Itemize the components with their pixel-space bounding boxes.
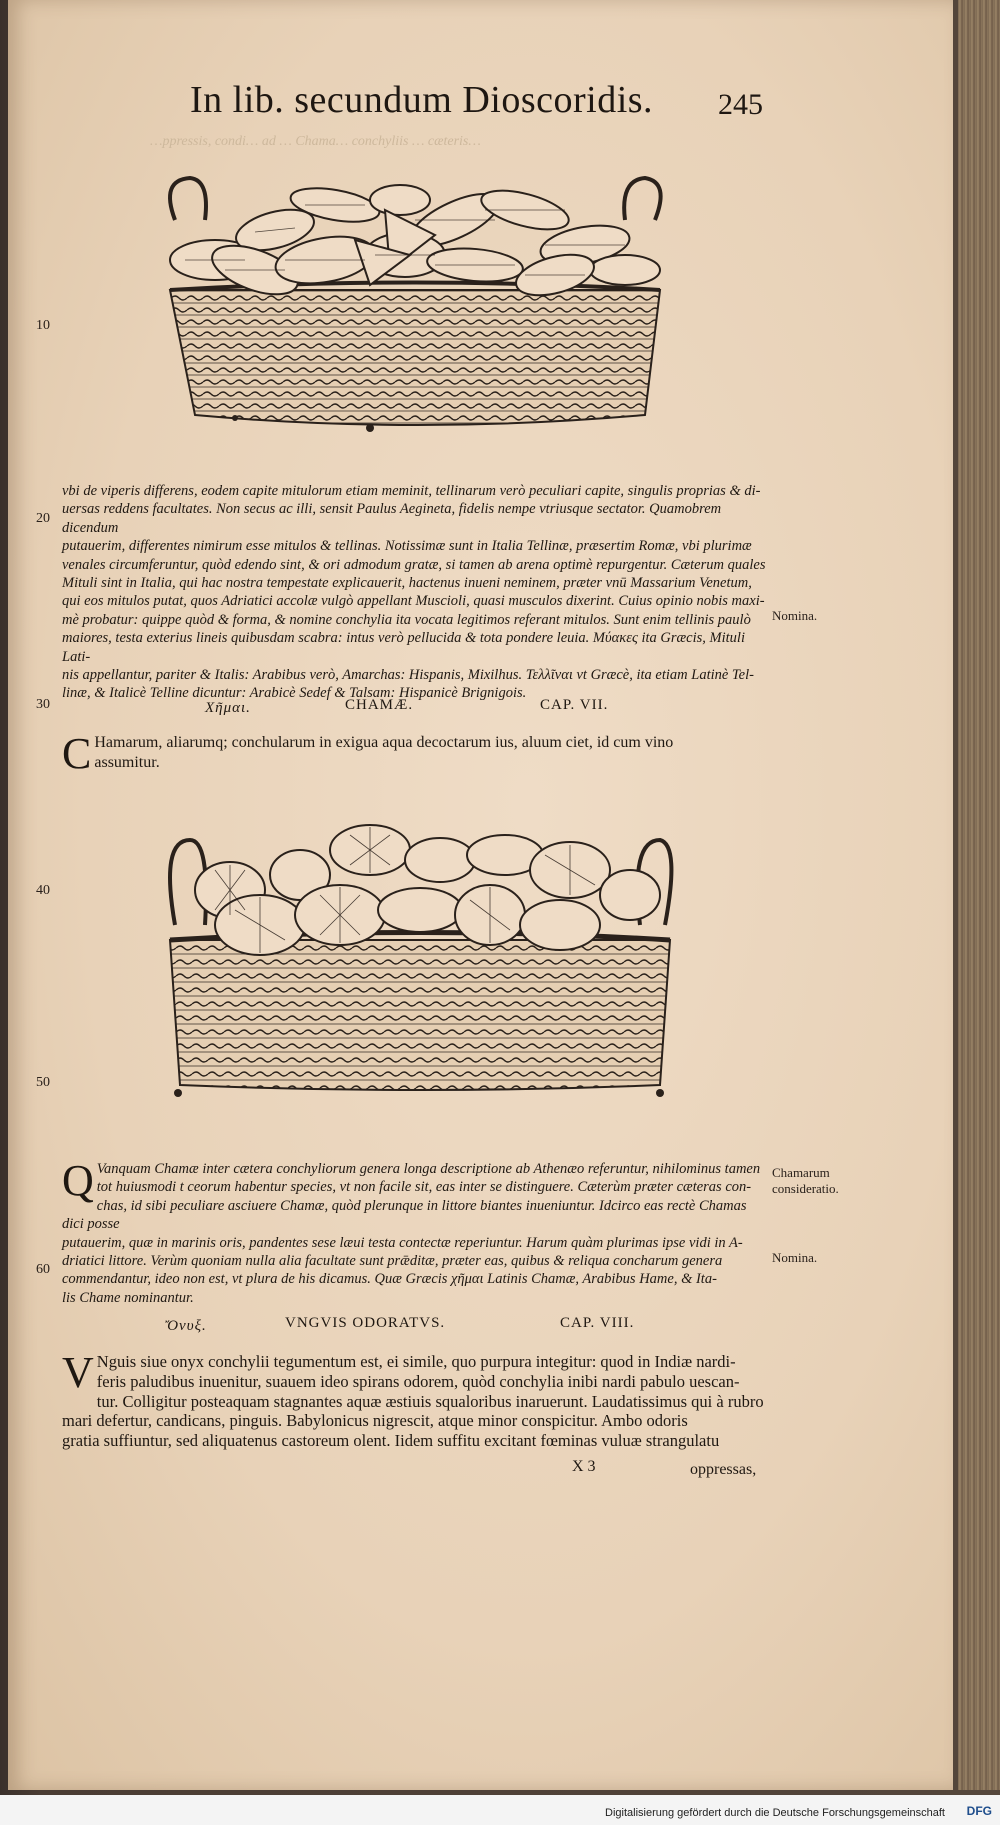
line-number-10: 10 [36,318,50,333]
line-number-30: 30 [36,697,50,712]
catchword: oppressas, [690,1461,757,1478]
text-line: lis Chame nominantur. [62,1289,194,1306]
text-line: commendantur, ideo non est, vt plura de his dicamus. Quæ Græcis χῆμαι Latinis Chamæ, Arabibus Hame, & Ita- [62,1271,717,1288]
text-line: qui eos mitulos putat, quos Adriatici accolæ vulgò appellant Muscioli, quasi musculos dixerint. Cuius opinio nobis maxi- [62,593,765,610]
margin-note-chamarum [772,1165,839,1197]
text-line: Vanquam Chamæ inter cætera conchyliorum genera longa descriptione ab Athenæo referuntur, nihilominus tamen [96,1161,761,1177]
text-line: nis appellantur, pariter & Italis: Arabibus verò, Amarchas: Hispanis, Mixilhus. Τελλῖναι vt Græcè, ita etiam Latinè Tel- [62,667,754,684]
line-number-40: 40 [36,883,50,898]
chapter8-text [62,1348,772,1451]
text-line: uersas reddens facultates. Non secus ac illi, sensit Paulus Aegineta, fidelis nempe vtriusque sectator. Quamobrem dicendum [62,501,722,536]
text-line: gratia suffiuntur, sed aliquatenus castoreum olent. Iidem suffitu excitant fœminas vuluæ strangulatu [62,1431,720,1451]
text-line: tur. Colligitur posteaquam stagnantes aquæ æstiuis squaloribus inaruerunt. Laudatissimus qui à rubro [96,1391,764,1411]
chapter-number: CAP. VIII. [560,1315,635,1331]
text-line: assumitur. [94,753,160,771]
drop-cap: C [62,729,92,778]
page-number: 245 [718,88,763,121]
basket-of-mussels-woodcut [155,160,675,450]
paragraph-tellinae [62,482,767,703]
signature-mark: X 3 [572,1458,596,1475]
drop-cap: Q [62,1156,94,1205]
bleed-through-text: …ppressis, condi… ad … Chama… conchyliis … cæteris… [150,134,481,149]
line-number-50: 50 [36,1075,50,1090]
text-line: vbi de viperis differens, eodem capite mitulorum etiam meminit, tellinarum verò peculiari capite, singulis proprias & di- [62,483,761,499]
line-number-60: 60 [36,1262,50,1277]
margin-note-line: consideratio. [772,1181,839,1196]
text-line: linæ, & Italicè Telline dicuntur: Arabicè Sedef & Talsam: Hispanicè Brignigois. [62,685,527,702]
text-line: Hamarum, aliarumq; conchularum in exigua aqua decoctarum ius, aluum ciet, id cum vino [94,734,674,751]
text-line: mè probatur: quippe quòd & forma, & nomine conchylia ita vocata legitimos referant mitulos. Sunt enim tellinis paulò [62,611,751,628]
text-line: chas, id sibi peculiare asciuere Chamæ, quòd plerunque in littore biantes inueniuntur. Idcirco eas rectè Chamas dici posse [62,1197,747,1233]
text-line: driatici littore. Verùm quoniam nulla alia facultate sunt prǣditæ, præter eas, quibus & reliqua concharum genera [62,1253,723,1270]
text-line: tot huiusmodi t ceorum habentur species, vt non facile sit, eas inter se distinguere. Cæterùm præter cæteras con- [96,1179,752,1196]
text-line: Nguis siue onyx conchylii tegumentum est, ei simile, quo purpura integitur: quod in Indiæ nardi- [96,1352,736,1371]
text-line: Mituli sint in Italia, qui hac nostra tempestate explicauerit, hactenus inueni neminem, præter vnū Massarium Venetum, [62,575,752,592]
drop-cap: V [62,1348,94,1397]
margin-note-nomina: Nomina. [772,608,818,623]
chapter-title: CHAMÆ. [345,697,414,713]
text-line: maiores, testa exterius lineis quibusdam scabra: intus verò pellucida & tota pondere leuia. Μύακες ita Græcis, Mituli Lati- [62,630,745,665]
text-line: mari defertur, candicans, pinguis. Babylonicus nigrescit, atque minor conspicitur. Ambo odoris [62,1411,688,1431]
text-line: venales circumferuntur, quòd edendo sint, & ori admodum gratæ, si tamen ab arena optimè repurgentur. Cæterum quales [62,556,766,573]
basket-of-clams-woodcut [160,815,680,1105]
text-line: putauerim, quæ in marinis oris, pandentes sese læui testa contectæ reperiuntur. Harum quàm plurimas ipse vidi in A- [62,1234,743,1251]
line-number-20: 20 [36,511,50,526]
running-head: In lib. secundum Dioscoridis. [190,79,654,121]
text-line: feris paludibus inuenitur, suauem ideo spirans odorem, quòd conchylia inibi nardi pabulo uescan- [96,1371,740,1391]
chapter-greek-title: Χῆμαι. [205,700,251,716]
funding-credit: Digitalisierung gefördert durch die Deutsche Forschungsgemeinschaft [605,1807,945,1819]
book-page-edges [958,0,1000,1790]
paragraph-chamae [62,1156,767,1307]
chapter7-text [62,729,767,778]
text-line: putauerim, differentes nimirum esse mitulos & tellinas. Notissimæ sunt in Italia Tellinæ, præsertim Romæ, vbi plurimæ [62,538,752,555]
margin-note-nomina-2: Nomina. [772,1250,818,1265]
dfg-logo: DFG [966,1804,992,1818]
chapter-number: CAP. VII. [540,697,609,713]
margin-note-line: Chamarum [772,1165,830,1180]
chapter-title: VNGVIS ODORATVS. [285,1315,446,1331]
chapter-greek-title: Ὄνυξ. [165,1318,207,1334]
